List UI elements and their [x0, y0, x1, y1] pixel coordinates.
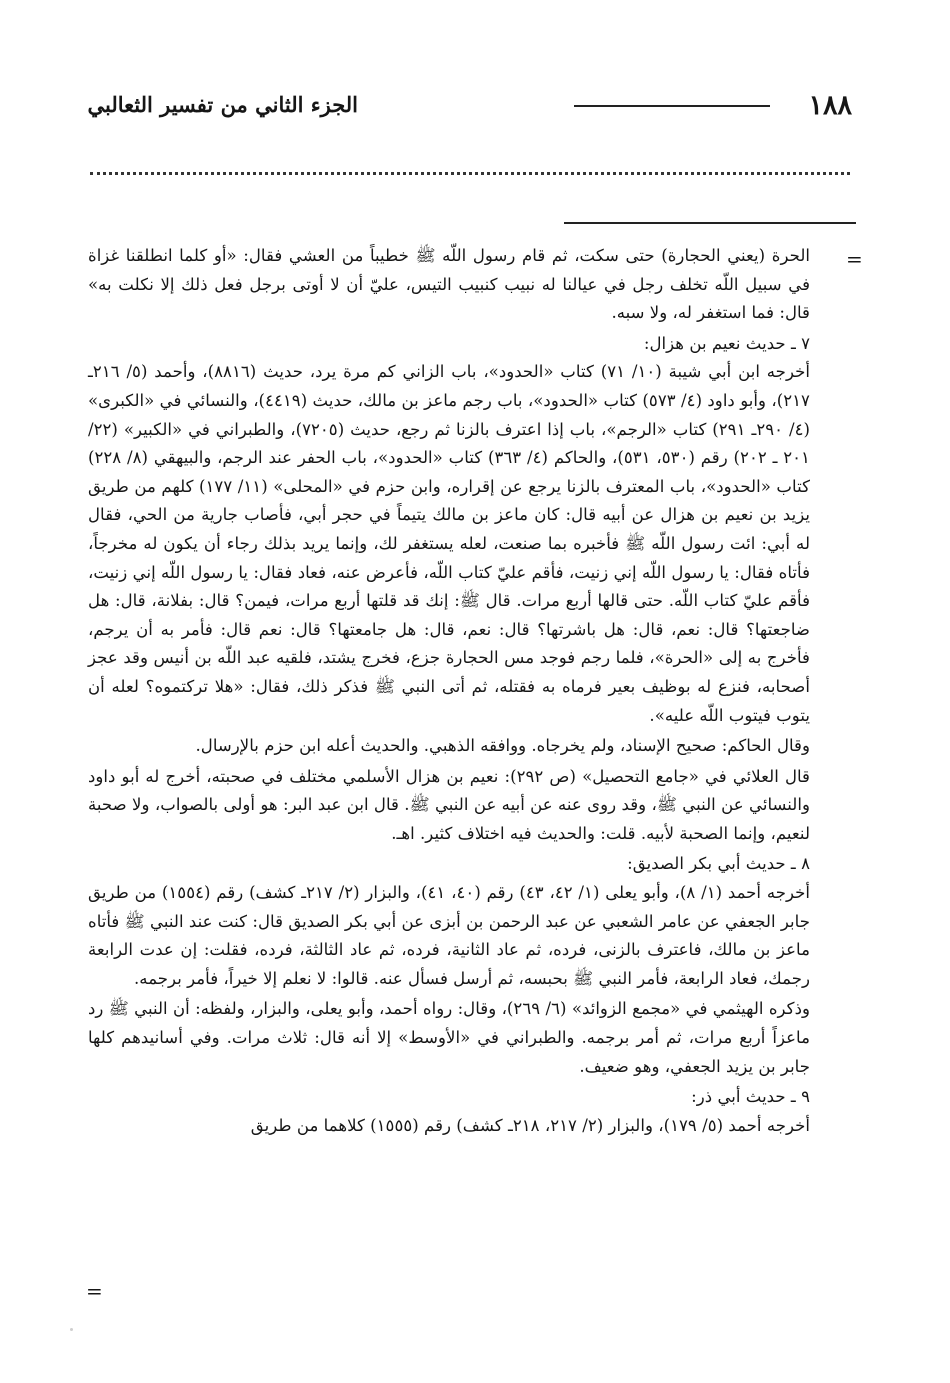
- continuation-mark-end: =: [86, 1279, 103, 1303]
- footnote-paragraph: أخرجه أحمد (٥/ ١٧٩)، والبزار (٢/ ٢١٧، ٢١٨ـ كشف) رقم (١٥٥٥) كلاهما من طريق: [250, 1115, 810, 1135]
- hadith-heading: ٨ ـ حديث أبي بكر الصديق:: [627, 854, 810, 874]
- footnotes-body: [88, 242, 810, 1142]
- hadith-heading: ٩ ـ حديث أبي ذر:: [691, 1087, 810, 1107]
- page-header: [87, 84, 852, 124]
- footnote-paragraph: وذكره الهيثمي في «مجمع الزوائد» (٦/ ٢٦٩)، وقال: رواه أحمد، وأبو يعلى، والبزار، ولفظه: أن النبي ﷺ رد ماعزاً أربع مرات، ثم أمر برجمه. والطبراني في «الأوسط» إلا أنه قال: ثلاث مرات. وفي أسانيدهم كلها جابر بن يزيد الجعفي، وهو ضعيف.: [88, 999, 810, 1076]
- footnote-paragraph: أخرجه ابن أبي شيبة (١٠/ ٧١) كتاب «الحدود»، باب الزاني كم مرة يرد، حديث (٨٨١٦)، وأحمد (٥/ ٢١٦ـ ٢١٧)، وأبو داود (٤/ ٥٧٣) كتاب «الحدود»، باب رجم ماعز بن مالك، حديث (٤٤١٩)، والنسائي في «الكبرى» (٤/ ٢٩٠ـ ٢٩١) كتاب «الرجم»، باب إذا اعترف بالزنا ثم رجع، حديث (٧٢٠٥)، والطبراني في «الكبير» (٢٢/ ٢٠١ ـ ٢٠٢) رقم (٥٣٠، ٥٣١)، والحاكم (٤/ ٣٦٣) كتاب «الحدود»، باب الحفر عند الرجم، والبيهقي (٨/ ٢٢٨) كتاب «الحدود»، باب المعترف بالزنا يرجع عن إقراره، وابن حزم في «المحلى» (١١/ ١٧٧) كلهم من طريق يزيد بن نعيم بن هزال عن أبيه قال: كان ماعز بن مالك يتيماً في حجر أبي، فأصاب جارية من الحي، فقال له أبي: ائت رسول اللّه ﷺ فأخبره بما صنعت، لعله يستغفر لك، وإنما يريد بذلك رجاء أن يكون له مخرجاً، فأتاه فقال: يا رسول اللّه إني زنيت، فأقم عليّ كتاب اللّه، فأعرض عنه، فعاد فقال: يا رسول اللّه إني زنيت، فأقم عليّ كتاب اللّه. حتى قالها أربع مرات. قال ﷺ: إنك قد قلتها أربع مرات، فيمن؟ قال: بفلانة، قال: هل ضاجعتها؟ قال: نعم، قال: هل باشرتها؟ قال: نعم، قال: هل جامعتها؟ قال: نعم قال: فأمر به أن يرجم، فأخرج به إلى «الحرة»، فلما رجم فوجد مس الحجارة جزع، فخرج يشتد، فلقيه عبد اللّه بن أنيس وقد عجز أصحابه، فنزع له بوظيف بعير فرماه به فقتله، ثم أتى النبي ﷺ فذكر ذلك، فقال: «هلا تركتموه؟ لعله أن يتوب فيتوب اللّه عليه».: [88, 362, 811, 725]
- footnote-paragraph: وقال الحاكم: صحيح الإسناد، ولم يخرجاه. ووافقه الذهبي. والحديث أعله ابن حزم بالإرسال.: [195, 736, 810, 756]
- footnote-paragraph: الحرة (يعني الحجارة) حتى سكت، ثم قام رسول اللّه ﷺ خطيباً من العشي فقال: «أو كلما انطلقنا غزاة في سبيل اللّه تخلف رجل في عيالنا له نبيب كنبيب التيس، عليّ أن لا أوتى برجل فعل ذلك إلا نكلت به» قال: فما استغفر له، ولا سبه.: [88, 246, 810, 323]
- page-number: ١٨٨: [808, 90, 852, 121]
- footnote-paragraph: قال العلائي في «جامع التحصيل» (ص ٢٩٢): نعيم بن هزال الأسلمي مختلف في صحبته، أخرج له أبو داود والنسائي عن النبي ﷺ، وقد روى عنه عن أبيه عن النبي ﷺ. قال ابن عبد البر: هو أولى بالصواب، ولا صحبة لنعيم، وإنما الصحبة لأبيه. قلت: والحديث فيه اختلاف كثير. اهـ.: [88, 766, 810, 843]
- footnote-separator: [564, 222, 856, 224]
- header-rule: [574, 105, 770, 107]
- footnote-paragraph: أخرجه أحمد (١/ ٨)، وأبو يعلى (١/ ٤٢، ٤٣) رقم (٤٠، ٤١)، والبزار (٢/ ٢١٧ـ كشف) رقم (١٥٥٤) من طريق جابر الجعفي عن عامر الشعبي عن عبد الرحمن بن أبزى عن أبي بكر الصديق قال: كنت عند النبي ﷺ فأتاه ماعز بن مالك، فاعترف بالزنى، فرده، ثم عاد الثانية، فرده، ثم عاد الثالثة، فرده، فقلت: إن عدت الرابعة رجمك، فعاد الرابعة، فأمر النبي ﷺ بحبسه، ثم أرسل فسأل عنه. قالوا: لا نعلم إلا خيراً، فأمر برجمه.: [88, 883, 811, 988]
- dotted-separator: [90, 172, 850, 175]
- continuation-mark-start: =: [846, 247, 863, 271]
- running-title: الجزء الثاني من تفسير الثعالبي: [87, 92, 358, 117]
- hadith-heading: ٧ ـ حديث نعيم بن هزال:: [643, 333, 810, 353]
- page-speck: [70, 1328, 73, 1331]
